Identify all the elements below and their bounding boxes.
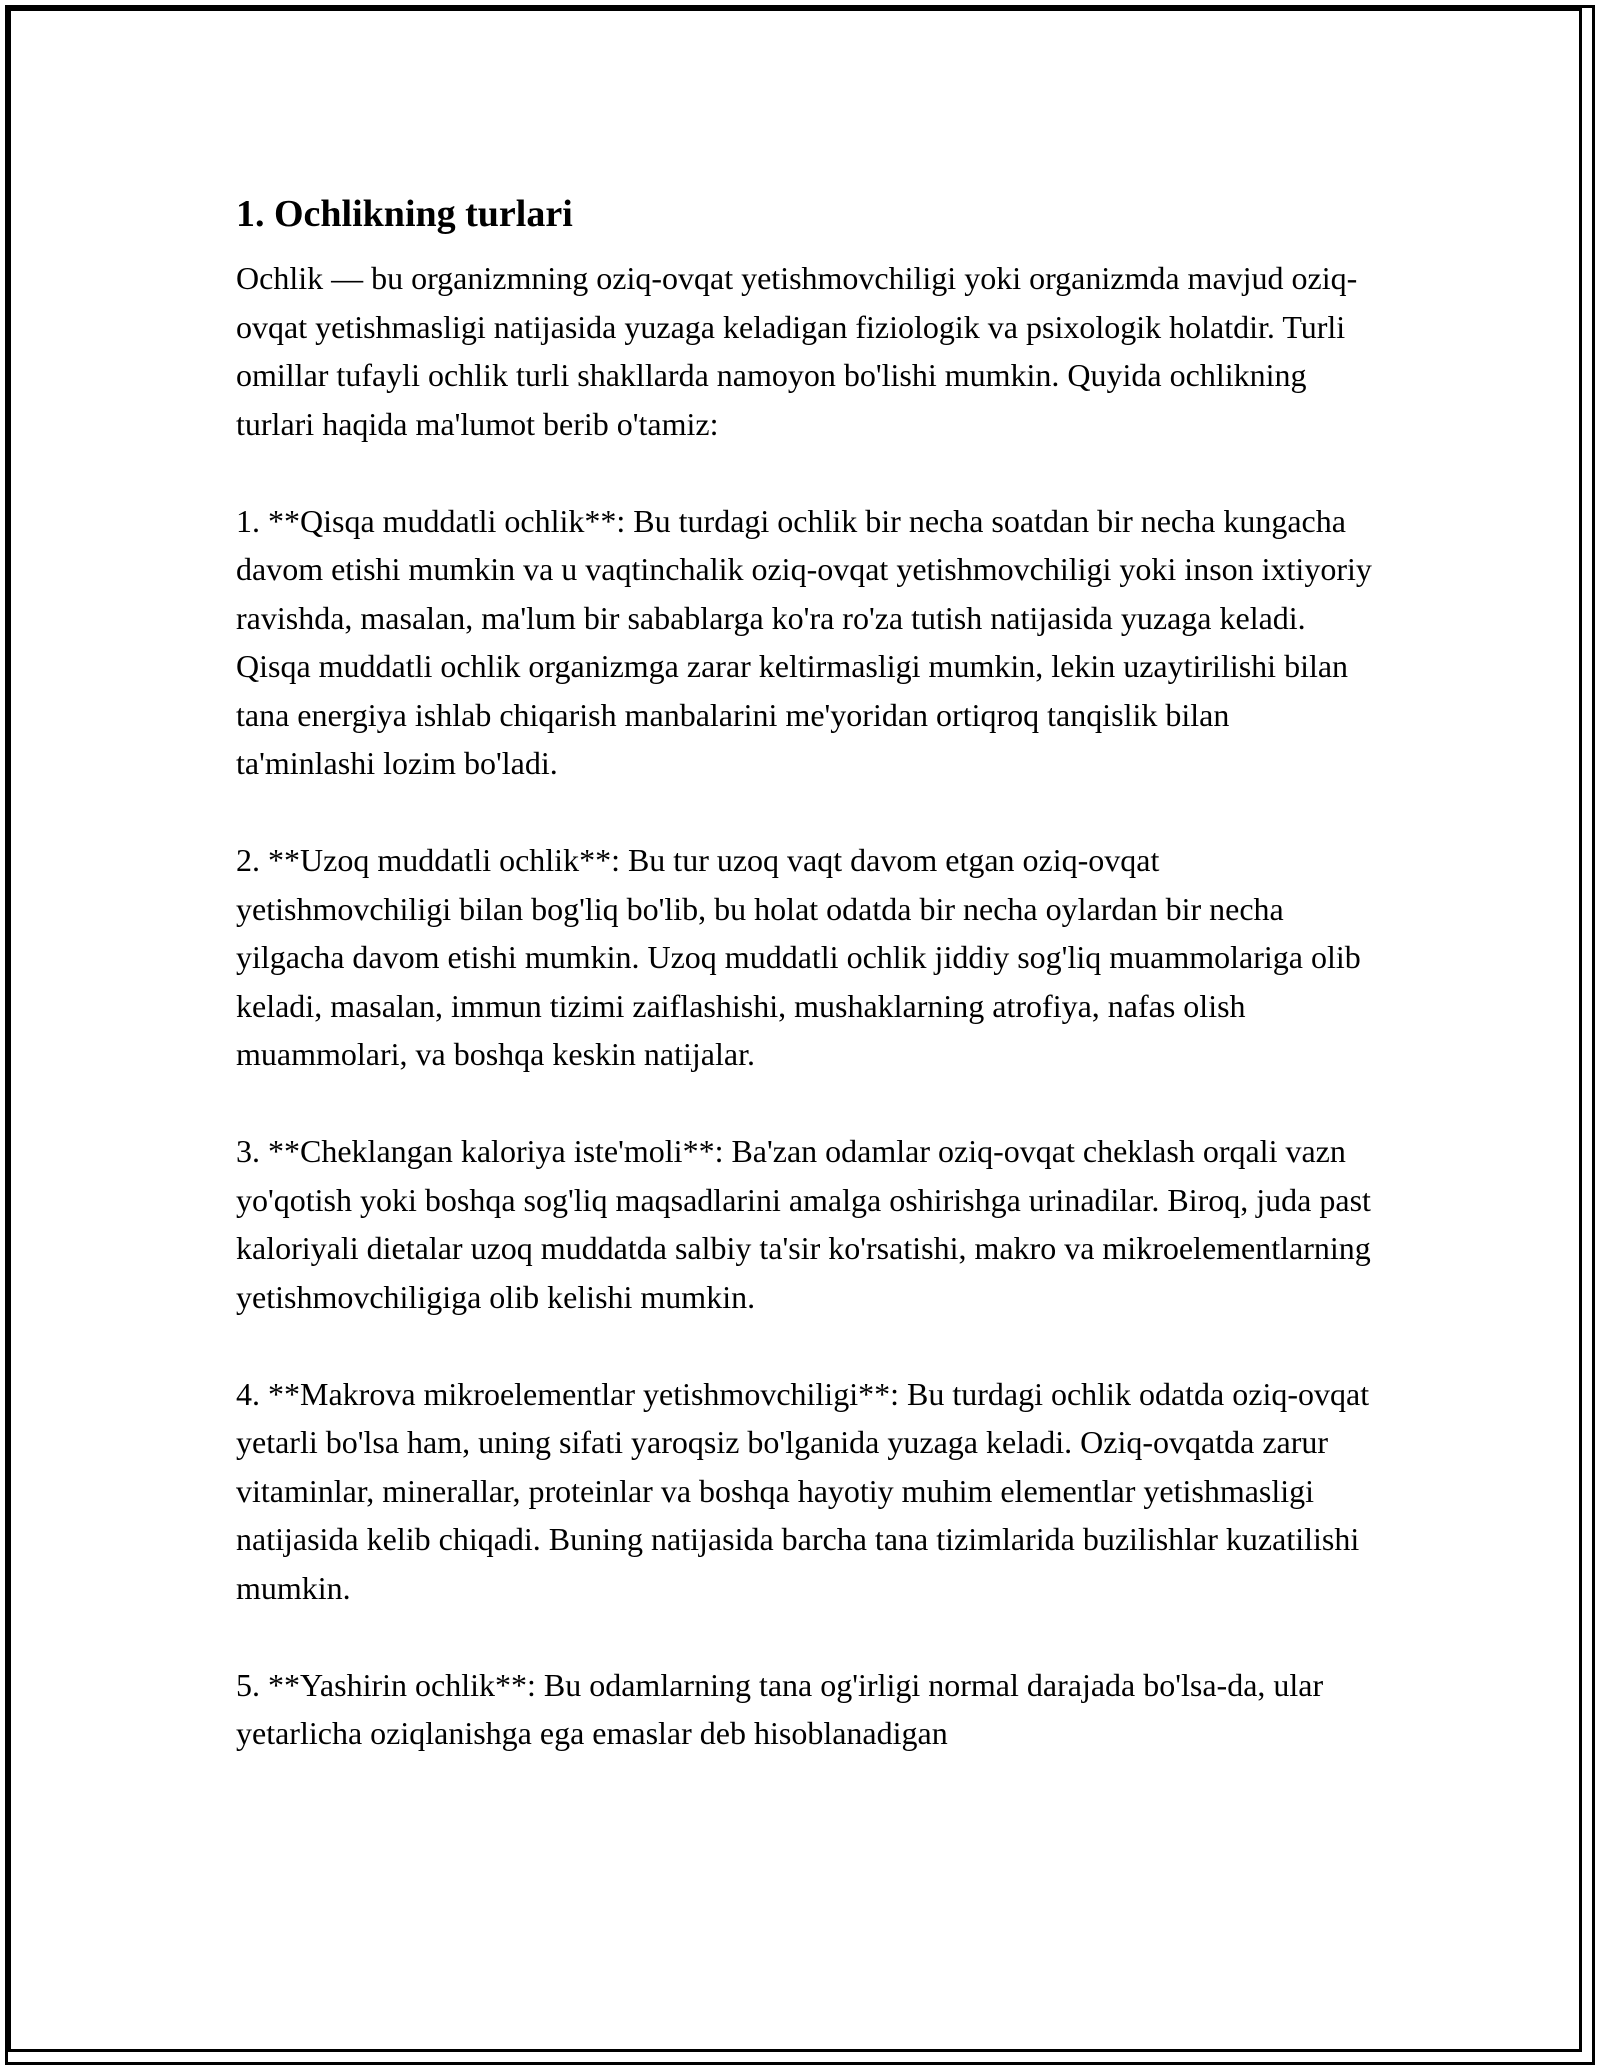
- section-heading: 1. Ochlikning turlari: [236, 193, 573, 235]
- document-body: [236, 186, 1376, 1758]
- paragraph-short-term-hunger: 1. **Qisqa muddatli ochlik**: Bu turdagi ochlik bir necha soatdan bir necha kungacha davom etishi mumkin va u vaqtinchalik oziq-ovqat yetishmovchiligi yoki inson ixtiyoriy ravishda, masalan, ma'lum bir sabablarga ko'ra ro'za tutish natijasida yuzaga keladi. Qisqa muddatli ochlik organizmga zarar keltirmasligi mumkin, lekin uzaytirilishi bilan tana energiya ishlab chiqarish manbalarini me'yoridan ortiqroq tanqislik bilan ta'minlashi lozim bo'ladi.: [236, 502, 1372, 781]
- paragraph-hidden-hunger: 5. **Yashirin ochlik**: Bu odamlarning tana og'irligi normal darajada bo'lsa-da, ular yetarlicha oziqlanishga ega emaslar deb hisoblanadigan: [236, 1666, 1324, 1751]
- paragraph-long-term-hunger: 2. **Uzoq muddatli ochlik**: Bu tur uzoq vaqt davom etgan oziq-ovqat yetishmovchiligi bilan bog'liq bo'lib, bu holat odatda bir necha oylardan bir necha yilgacha davom etishi mumkin. Uzoq muddatli ochlik jiddiy sog'liq muammolariga olib keladi, masalan, immun tizimi zaiflashishi, mushaklarning atrofiya, nafas olish muammolari, va boshqa keskin natijalar.: [236, 842, 1361, 1072]
- paragraph-calorie-restriction: 3. **Cheklangan kaloriya iste'moli**: Ba'zan odamlar oziq-ovqat cheklash orqali vazn yo'qotish yoki boshqa sog'liq maqsadlarini amalga oshirishga urinadilar. Biroq, juda past kaloriyali dietalar uzoq muddatda salbiy ta'sir ko'rsatishi, makro va mikroelementlarning yetishmovchiligiga olib kelishi mumkin.: [236, 1133, 1371, 1315]
- intro-paragraph: Ochlik — bu organizmning oziq-ovqat yetishmovchiligi yoki organizmda mavjud oziq-ovqat yetishmasligi natijasida yuzaga keladigan fiziologik va psixologik holatdir. Turli omillar tufayli ochlik turli shakllarda namoyon bo'lishi mumkin. Quyida ochlikning turlari haqida ma'lumot berib o'tamiz:: [236, 260, 1358, 442]
- paragraph-micronutrient-deficiency: 4. **Makrova mikroelementlar yetishmovchiligi**: Bu turdagi ochlik odatda oziq-ovqat yetarli bo'lsa ham, uning sifati yaroqsiz bo'lganida yuzaga keladi. Oziq-ovqatda zarur vitaminlar, minerallar, proteinlar va boshqa hayotiy muhim elementlar yetishmasligi natijasida kelib chiqadi. Buning natijasida barcha tana tizimlarida buzilishlar kuzatilishi mumkin.: [236, 1375, 1370, 1606]
